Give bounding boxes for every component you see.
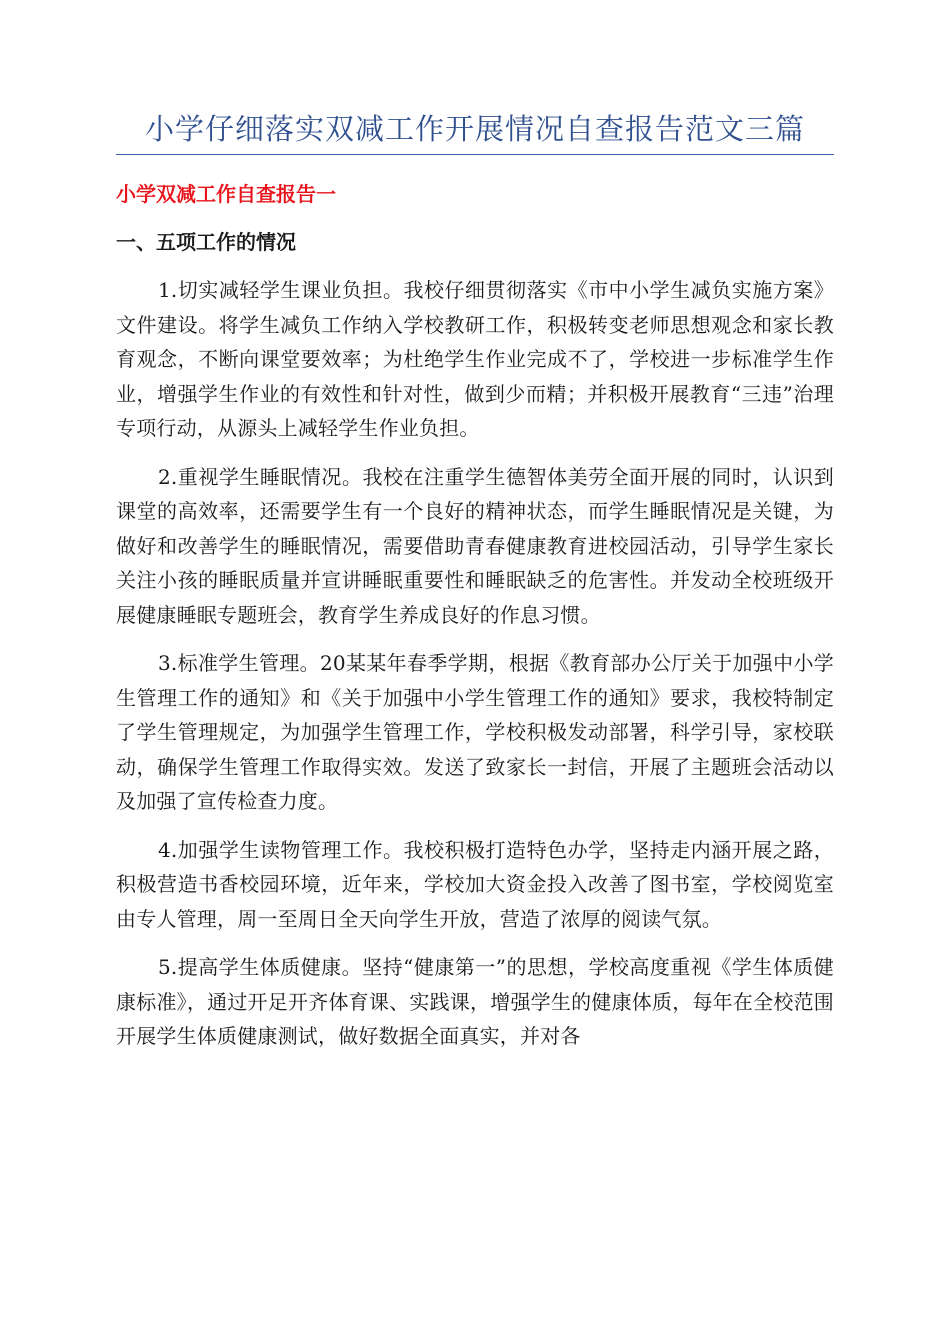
paragraph-4: 4.加强学生读物管理工作。我校积极打造特色办学，坚持走内涵开展之路，积极营造书香校园环境，近年来，学校加大资金投入改善了图书室，学校阅览室由专人管理，周一至周日全天向学生开放，营造了浓厚的阅读气氛。 (116, 837, 834, 931)
sub-heading: 一、五项工作的情况 (116, 230, 296, 254)
paragraph-3: 3.标准学生管理。20某某年春季学期，根据《教育部办公厅关于加强中小学生管理工作的通知》和《关于加强中小学生管理工作的通知》要求，我校特制定了学生管理规定，为加强学生管理工作，学校积极发动部署，科学引导，家校联动，确保学生管理工作取得实效。发送了致家长一封信，开展了主题班会活动以及加强了宣传检查力度。 (116, 651, 834, 813)
paragraph-2: 2.重视学生睡眠情况。我校在注重学生德智体美劳全面开展的同时，认识到课堂的高效率，还需要学生有一个良好的精神状态，而学生睡眠情况是关键，为做好和改善学生的睡眠情况，需要借助青春健康教育进校园活动，引导学生家长关注小孩的睡眠质量并宣讲睡眠重要性和睡眠缺乏的危害性。并发动全校班级开展健康睡眠专题班会，教育学生养成良好的作息习惯。 (116, 464, 834, 627)
paragraph-5: 5.提高学生体质健康。坚持“健康第一”的思想，学校高度重视《学生体质健康标准》，通过开足开齐体育课、实践课，增强学生的健康体质，每年在全校范围开展学生体质健康测试，做好数据全面真实，并对各 (116, 955, 834, 1048)
section-title: 小学双减工作自查报告一 (116, 182, 336, 206)
paragraph-1: 1.切实减轻学生课业负担。我校仔细贯彻落实《市中小学生减负实施方案》文件建设。将学生减负工作纳入学校教研工作，积极转变老师思想观念和家长教育观念，不断向课堂要效率；为杜绝学生作业完成不了，学校进一步标准学生作业，增强学生作业的有效性和针对性，做到少而精；并积极开展教育“三违”治理专项行动，从源头上减轻学生作业负担。 (116, 278, 834, 440)
document-page (116, 108, 834, 1054)
document-title: 小学仔细落实双减工作开展情况自查报告范文三篇 (116, 108, 834, 155)
